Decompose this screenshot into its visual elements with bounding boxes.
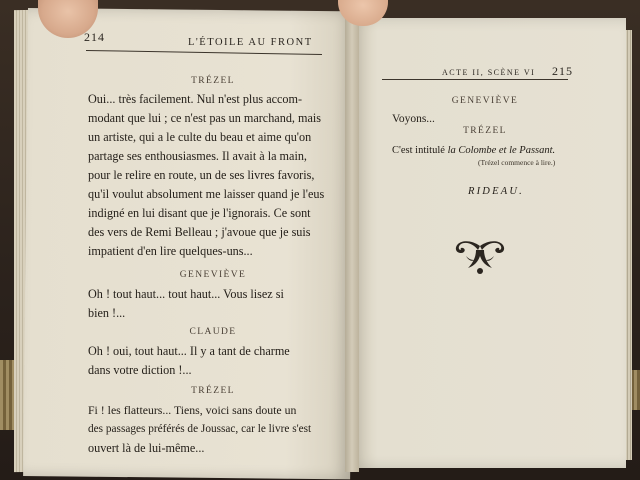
dialogue-line: Oh ! oui, tout haut... Il y a tant de charme <box>88 344 290 358</box>
dialogue-line: des passages préférés de Joussac, car le livre s'est <box>88 423 312 435</box>
speaker-label: TRÉZEL <box>191 76 235 86</box>
speaker-label: TRÉZEL <box>463 126 507 136</box>
dialogue-line: indigné en lui disant que je l'ignorais. Ce sont <box>88 206 311 220</box>
dialogue-line: bien !... <box>88 306 126 320</box>
dialogue-line: impatient d'en lire quelques-uns... <box>88 244 253 258</box>
dialogue-line: partage ses enthousiasmes. Il avait à la main, <box>88 149 307 163</box>
dialogue-line: Voyons... <box>392 113 435 125</box>
dialogue-line: Fi ! les flatteurs... Tiens, voici sans doute un <box>88 403 297 417</box>
right-running-head: ACTE II, SCÈNE VI <box>442 68 536 77</box>
speaker-label: CLAUDE <box>189 327 237 337</box>
poem-title: la Colombe et le Passant. <box>447 145 556 156</box>
right-header-rule <box>382 79 568 80</box>
dialogue-line: des vers de Remi Belleau ; j'avoue que je suis <box>88 225 311 239</box>
fleuron-ornament-icon <box>452 238 508 276</box>
dialogue-line: modant que lui ; ce n'est pas un marchand, mais <box>88 111 322 125</box>
dialogue-line: Oh ! tout haut... tout haut... Vous lisez si <box>88 287 284 301</box>
dialogue-line: Oui... très facilement. Nul n'est plus accom- <box>88 92 303 106</box>
left-page-number: 214 <box>84 30 105 44</box>
curtain-label: RIDEAU. <box>468 186 524 197</box>
dialogue-prefix: C'est intitulé <box>392 145 448 156</box>
speaker-label: GENEVIÈVE <box>451 96 519 106</box>
dialogue-line: un artiste, qui a le culte du beau et aime qu'on <box>88 130 312 144</box>
stage-direction: (Trézel commence à lire.) <box>478 158 556 167</box>
dialogue-line: qu'il voulut absolument me laisser quand je l'eus <box>88 187 325 201</box>
book-gutter <box>345 14 359 472</box>
right-page-number: 215 <box>552 64 573 78</box>
speaker-label: GENEVIÈVE <box>179 270 247 280</box>
speaker-label: TRÉZEL <box>191 386 235 396</box>
left-running-head: L'ÉTOILE AU FRONT <box>188 37 313 48</box>
dialogue-line: ouvert là de lui-même... <box>88 441 205 455</box>
dialogue-line: pour le relire en route, un de ses livres favoris, <box>88 168 315 182</box>
dialogue-line: dans votre diction !... <box>88 363 192 377</box>
